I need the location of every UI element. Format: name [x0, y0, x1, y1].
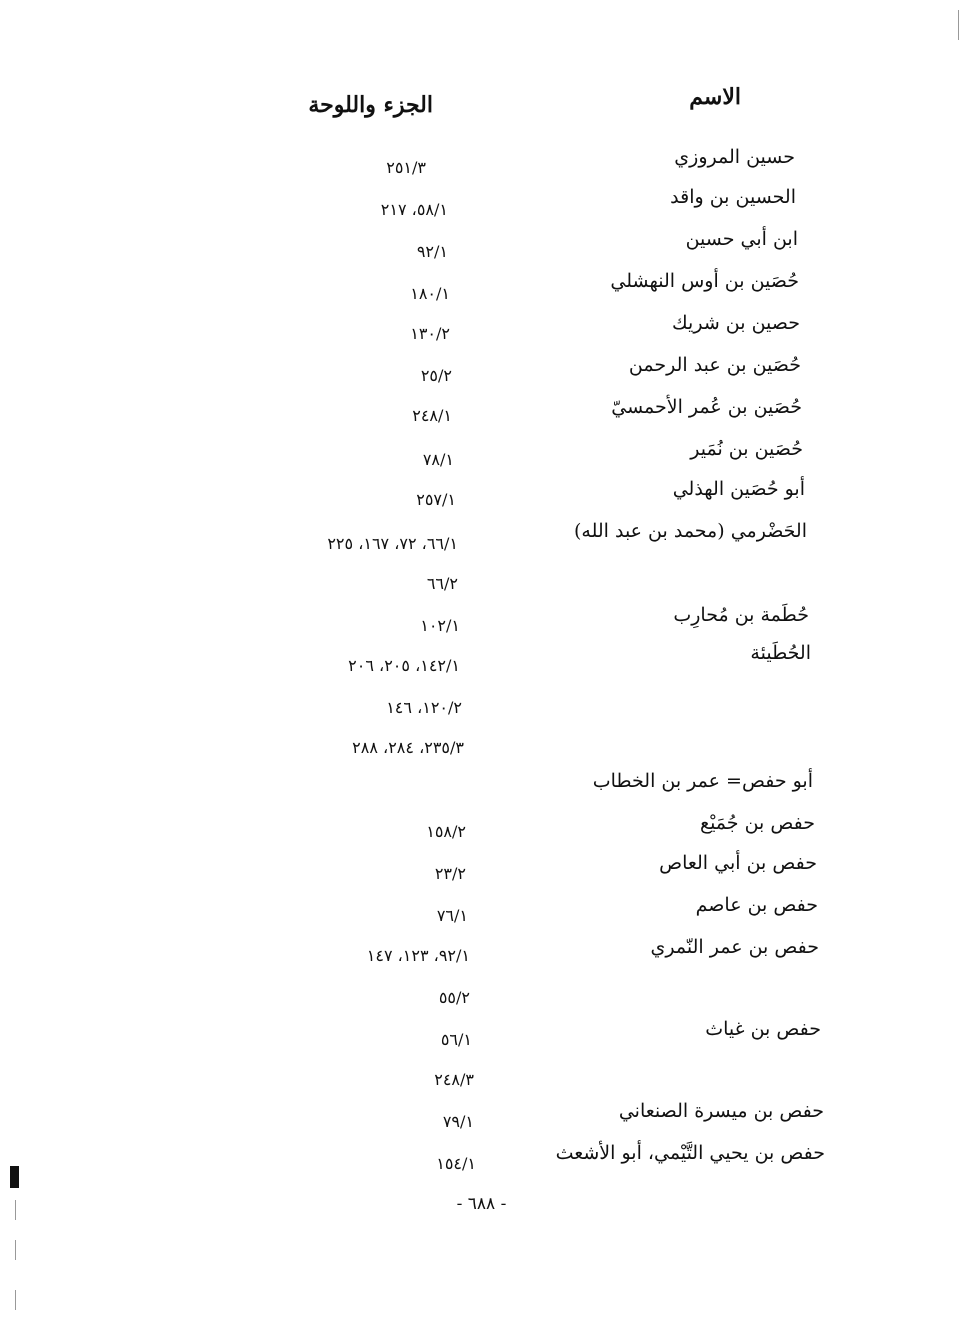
entry-name: حصين بن شريك [672, 312, 800, 334]
margin-mark [10, 1166, 19, 1188]
entry-name: حفص بن عاصم [695, 894, 818, 916]
entry-ref: ٢٣٥/٣، ٢٨٤، ٢٨٨ [352, 738, 464, 757]
entry-name: حُصَين بن أوس النهشلي [610, 270, 799, 292]
column-header-ref: الجزء واللوحة [308, 92, 433, 118]
entry-name: أبو حفص= عمر بن الخطاب [592, 770, 813, 792]
entry-ref: ٧٦/١ [436, 906, 468, 925]
entry-ref: ١٢٠/٢، ١٤٦ [386, 698, 462, 717]
entry-ref: ٦٦/١، ٧٢، ١٦٧، ٢٢٥ [327, 534, 458, 553]
entry-ref: ٢٥٧/١ [416, 490, 456, 509]
entry-name: حُصَين بن عُمر الأحمسيّ [611, 396, 802, 418]
entry-ref: ٢٥١/٣ [386, 158, 426, 177]
entry-ref: ١٥٤/١ [436, 1154, 476, 1173]
entry-name: الحَضْرمي (محمد بن عبد الله) [573, 520, 807, 542]
entry-name: حفص بن أبي العاص [659, 852, 817, 874]
margin-tick [958, 10, 959, 40]
entry-name: ابن أبي حسين [685, 228, 798, 250]
entry-name: حفص بن يحيي التَّيْمي، أبو الأشعث [555, 1142, 825, 1164]
entry-ref: ٢٤٨/٣ [434, 1070, 474, 1089]
entry-ref: ١٤٢/١، ٢٠٥، ٢٠٦ [348, 656, 460, 675]
entry-ref: ٧٨/١ [422, 450, 454, 469]
entry-name: حُصَين بن نُمَير [690, 438, 803, 460]
entry-ref: ٩٢/١، ١٢٣، ١٤٧ [366, 946, 470, 965]
entry-name: حُطَمة بن مُحارِب [673, 604, 809, 626]
entry-name: حُصَين بن عبد الرحمن [628, 354, 801, 376]
entry-name: حفص بن جُمَيْع [699, 812, 815, 834]
entry-ref: ٧٩/١ [442, 1112, 474, 1131]
entry-name: حفص بن عمر النّمري [650, 936, 819, 958]
margin-tick [15, 1290, 16, 1310]
page-number: - ٦٨٨ - [456, 1194, 507, 1214]
margin-tick [15, 1200, 16, 1220]
entry-ref: ٢٤٨/١ [412, 406, 452, 425]
entry-name: الحسين بن واقد [670, 186, 796, 208]
margin-tick [15, 1240, 16, 1260]
entry-ref: ١٣٠/٢ [410, 324, 450, 343]
entry-ref: ٢٥/٢ [420, 366, 452, 385]
column-header-name: الاسم [689, 84, 741, 110]
entry-name: حسين المروزي [674, 146, 795, 168]
entry-ref: ٥٨/١، ٢١٧ [380, 200, 448, 219]
entry-name: حفص بن غياث [705, 1018, 821, 1040]
entry-ref: ٢٣/٢ [434, 864, 466, 883]
entry-name: الحُطَيئة [750, 642, 811, 664]
entry-ref: ٩٢/١ [416, 242, 448, 261]
entry-ref: ١٠٢/١ [420, 616, 460, 635]
entry-ref: ١٥٨/٢ [426, 822, 466, 841]
entry-name: أبو حُصَين الهذلي [672, 478, 805, 500]
entry-ref: ٦٦/٢ [426, 574, 458, 593]
entry-ref: ٥٦/١ [440, 1030, 472, 1049]
entry-ref: ٥٥/٢ [438, 988, 470, 1007]
entry-name: حفص بن ميسرة الصنعاني [618, 1100, 824, 1122]
entry-ref: ١٨٠/١ [410, 284, 450, 303]
